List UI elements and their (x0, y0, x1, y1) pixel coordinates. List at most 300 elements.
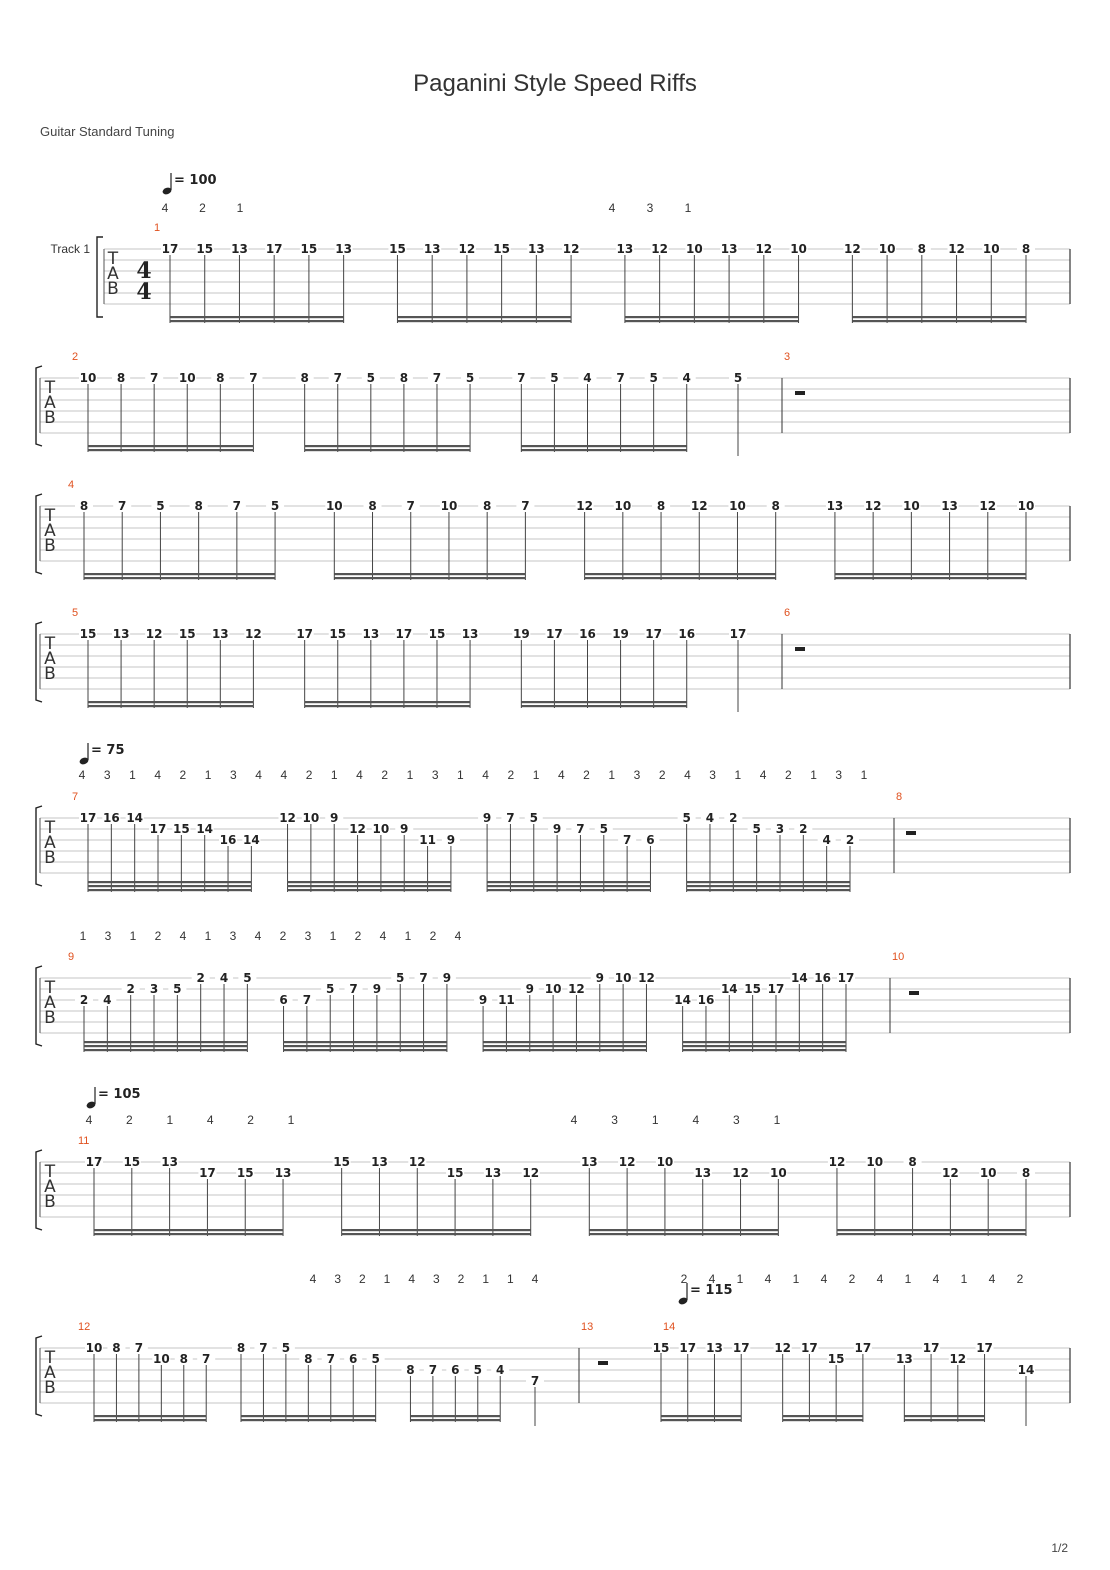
note-beam (305, 701, 470, 703)
fret-number: 12 (948, 242, 965, 256)
fret-number: 17 (645, 627, 663, 641)
fret-number: 15 (333, 1155, 351, 1169)
fret-number: 6 (279, 993, 288, 1007)
fingering-number: 4 (254, 929, 262, 943)
tab-letter: T (44, 818, 56, 838)
fret-number: 19 (512, 627, 530, 641)
fret-number: 17 (922, 1341, 940, 1355)
fingering-number: 1 (204, 929, 212, 943)
fret-number: 8 (908, 1155, 917, 1169)
fret-number: 13 (335, 242, 352, 256)
fingering-number: 1 (79, 929, 87, 943)
page-number: 1/2 (1051, 1541, 1068, 1555)
tab-letter: B (107, 279, 119, 299)
fret-number: 7 (302, 993, 312, 1007)
fingering-number: 2 (199, 201, 206, 215)
fingering-number: 2 (247, 1113, 254, 1127)
fingering-number: 3 (646, 201, 654, 215)
note-beam (342, 1233, 531, 1235)
fret-number: 15 (236, 1166, 254, 1180)
fret-number: 7 (616, 371, 625, 385)
fret-number: 17 (161, 242, 179, 256)
fingering-number: 4 (309, 1272, 317, 1286)
note-beam (94, 1415, 206, 1417)
fret-number: 2 (126, 982, 135, 996)
fret-number: 12 (458, 242, 476, 256)
note-beam (397, 320, 571, 322)
staff-svg (0, 1088, 1110, 1248)
tab-system-5 (0, 744, 1110, 904)
fret-number: 7 (249, 371, 258, 385)
fret-number: 17 (546, 627, 563, 641)
fret-number: 10 (325, 499, 343, 513)
fret-number: 5 (281, 1341, 291, 1355)
fret-number: 12 (618, 1155, 636, 1169)
fret-number: 15 (173, 822, 190, 836)
fret-number: 17 (976, 1341, 993, 1355)
fret-number: 10 (1017, 499, 1035, 513)
fret-number: 9 (372, 982, 382, 996)
time-signature-top: 4 (136, 258, 152, 284)
fret-number: 10 (152, 1352, 170, 1366)
fret-number: 3 (775, 822, 785, 836)
staff-svg (0, 480, 1110, 590)
note-beam (661, 1419, 741, 1421)
fret-number: 8 (771, 499, 780, 513)
note-beam (783, 1419, 863, 1421)
fret-number: 10 (729, 499, 746, 513)
fret-number: 12 (408, 1155, 426, 1169)
fret-number: 12 (568, 982, 585, 996)
fret-number: 5 (465, 371, 475, 385)
fret-number: 14 (790, 971, 808, 985)
fret-number: 3 (149, 982, 159, 996)
fingering-number: 3 (103, 768, 111, 782)
fret-number: 12 (690, 499, 708, 513)
fret-number: 8 (236, 1341, 246, 1355)
fret-number: 12 (245, 627, 262, 641)
time-signature-bottom: 4 (136, 279, 152, 305)
tempo-marking: = 115 (690, 1283, 733, 1298)
note-beam (410, 1415, 500, 1417)
tab-letter: T (44, 634, 56, 654)
note-beam (687, 885, 850, 887)
fret-number: 10 (979, 1166, 997, 1180)
fret-number: 4 (496, 1363, 505, 1377)
fret-number: 19 (612, 627, 629, 641)
fret-number: 10 (656, 1155, 674, 1169)
note-beam (88, 449, 253, 451)
fret-number: 13 (826, 499, 844, 513)
fret-number: 9 (400, 822, 409, 836)
note-beam (483, 1049, 646, 1051)
fingering-number: 4 (161, 201, 169, 215)
fingering-number: 4 (482, 768, 489, 782)
fret-number: 6 (451, 1363, 460, 1377)
fingering-number: 1 (330, 768, 338, 782)
fingering-number: 2 (358, 1272, 366, 1286)
tab-letter: T (44, 1348, 56, 1368)
tab-system-1 (0, 172, 1110, 332)
note-beam (835, 573, 1026, 575)
fret-number: 8 (406, 1363, 415, 1377)
fret-number: 10 (769, 1166, 787, 1180)
note-beam (521, 705, 686, 707)
tempo-marking: = 75 (91, 743, 125, 758)
fret-number: 5 (733, 371, 743, 385)
fret-number: 15 (652, 1341, 670, 1355)
note-beam (88, 889, 251, 891)
fingering-number: 4 (684, 768, 691, 782)
tempo-marking: = 100 (174, 173, 217, 188)
fret-number: 8 (300, 371, 309, 385)
fret-number: 15 (493, 242, 510, 256)
note-beam (88, 705, 253, 707)
fret-number: 14 (720, 982, 738, 996)
fingering-number: 2 (457, 1272, 465, 1286)
fret-number: 17 (837, 971, 855, 985)
fingering-number: 2 (429, 929, 437, 943)
measure-number: 9 (68, 951, 75, 963)
fret-number: 15 (196, 242, 214, 256)
fret-number: 5 (396, 971, 405, 985)
tab-letter: B (44, 1192, 56, 1212)
fret-number: 4 (219, 971, 229, 985)
fingering-number: 1 (860, 768, 868, 782)
fret-number: 9 (330, 811, 339, 825)
fret-number: 13 (461, 627, 479, 641)
measure-number: 10 (892, 951, 905, 963)
fret-number: 10 (302, 811, 320, 825)
fret-number: 14 (126, 811, 144, 825)
fingering-number: 4 (408, 1272, 416, 1286)
fret-number: 12 (774, 1341, 792, 1355)
fingering-number: 4 (557, 768, 565, 782)
fret-number: 9 (552, 822, 562, 836)
fingering-number: 1 (960, 1272, 968, 1286)
note-beam (852, 316, 1026, 318)
note-beam (288, 889, 451, 891)
tab-letter: A (44, 1177, 56, 1197)
tab-system-4 (0, 608, 1110, 718)
fret-number: 8 (656, 499, 666, 513)
fret-number: 8 (194, 499, 203, 513)
fret-number: 5 (366, 371, 376, 385)
note-beam (487, 889, 650, 891)
note-beam (683, 1049, 846, 1051)
fingering-number: 3 (432, 1272, 440, 1286)
fret-number: 4 (705, 811, 715, 825)
tab-system-3 (0, 480, 1110, 590)
fret-number: 10 (878, 242, 896, 256)
tab-letter: B (44, 536, 56, 556)
fret-number: 7 (232, 499, 242, 513)
fingering-number: 3 (709, 768, 716, 782)
tab-letter: T (44, 506, 56, 526)
fingering-number: 2 (154, 929, 162, 943)
note-beam (88, 701, 253, 703)
fret-number: 7 (576, 822, 585, 836)
note-beam (487, 881, 650, 883)
fret-number: 13 (706, 1341, 723, 1355)
note-beam (84, 1041, 247, 1043)
measure-number: 8 (896, 791, 903, 803)
tab-letter: T (44, 1162, 56, 1182)
tab-letter: B (44, 1008, 56, 1028)
fret-number: 13 (941, 499, 958, 513)
fret-number: 17 (395, 627, 413, 641)
note-beam (241, 1415, 376, 1417)
fret-number: 13 (161, 1155, 178, 1169)
note-beam (334, 573, 525, 575)
fret-number: 12 (522, 1166, 540, 1180)
note-beam (625, 316, 799, 318)
note-beam (687, 881, 850, 883)
fingering-number: 2 (305, 768, 313, 782)
fret-number: 13 (484, 1166, 502, 1180)
fret-number: 7 (419, 971, 428, 985)
fret-number: 7 (521, 499, 530, 513)
note-beam (84, 1049, 247, 1051)
fret-number: 8 (482, 499, 492, 513)
fret-number: 15 (79, 627, 97, 641)
fret-number: 12 (279, 811, 296, 825)
measure-number: 12 (78, 1321, 91, 1333)
fret-number: 15 (827, 1352, 845, 1366)
half-rest-icon (795, 391, 805, 395)
fret-number: 12 (979, 499, 997, 513)
fingering-number: 3 (230, 768, 237, 782)
fingering-number: 3 (633, 768, 641, 782)
fingering-number: 4 (708, 1272, 716, 1286)
fret-number: 10 (372, 822, 390, 836)
fret-number: 10 (790, 242, 807, 256)
fingering-number: 4 (820, 1272, 828, 1286)
staff-svg (0, 924, 1110, 1064)
fingering-number: 1 (482, 1272, 490, 1286)
note-beam (305, 705, 470, 707)
fret-number: 10 (982, 242, 1000, 256)
fret-number: 7 (530, 1374, 540, 1388)
fret-number: 12 (145, 627, 163, 641)
note-beam (521, 449, 686, 451)
fingering-number: 1 (532, 768, 540, 782)
fingering-number: 4 (78, 768, 86, 782)
system-bracket (97, 237, 103, 317)
note-beam (84, 577, 275, 579)
tab-letter: B (44, 1378, 56, 1398)
song-title: Paganini Style Speed Riffs (413, 70, 697, 97)
fret-number: 7 (118, 499, 127, 513)
fret-number: 8 (1021, 242, 1031, 256)
half-rest-icon (795, 647, 805, 651)
fret-number: 6 (349, 1352, 358, 1366)
fret-number: 9 (446, 833, 456, 847)
fret-number: 12 (864, 499, 882, 513)
fret-number: 12 (562, 242, 580, 256)
note-beam (342, 1229, 531, 1231)
fret-number: 10 (866, 1155, 884, 1169)
fret-number: 5 (599, 822, 608, 836)
fret-number: 15 (446, 1166, 464, 1180)
fingering-number: 4 (531, 1272, 539, 1286)
fret-number: 16 (678, 627, 696, 641)
fret-number: 12 (576, 499, 593, 513)
measure-number: 2 (72, 351, 79, 363)
note-beam (397, 316, 571, 318)
fret-number: 14 (243, 833, 260, 847)
fret-number: 2 (196, 971, 205, 985)
fingering-number: 4 (379, 929, 387, 943)
fingering-number: 4 (85, 1113, 93, 1127)
fret-number: 16 (219, 833, 237, 847)
fret-number: 10 (686, 242, 703, 256)
fret-number: 4 (583, 371, 592, 385)
fret-number: 11 (419, 833, 436, 847)
fret-number: 8 (179, 1352, 188, 1366)
fingering-number: 4 (764, 1272, 772, 1286)
fingering-number: 4 (570, 1113, 578, 1127)
measure-number: 7 (72, 791, 79, 803)
fret-number: 10 (544, 982, 562, 996)
fingering-number: 3 (611, 1113, 618, 1127)
note-beam (84, 573, 275, 575)
fingering-number: 2 (848, 1272, 856, 1286)
note-beam (410, 1419, 500, 1421)
fingering-number: 4 (988, 1272, 996, 1286)
fret-number: 9 (442, 971, 452, 985)
fret-number: 5 (473, 1363, 482, 1377)
fingering-number: 1 (329, 929, 337, 943)
fret-number: 7 (259, 1341, 268, 1355)
fret-number: 17 (854, 1341, 872, 1355)
fret-number: 5 (270, 499, 280, 513)
fret-number: 14 (1017, 1363, 1035, 1377)
fingering-number: 1 (904, 1272, 912, 1286)
note-beam (284, 1041, 447, 1043)
fingering-number: 4 (255, 768, 262, 782)
tab-letter: B (44, 848, 56, 868)
note-beam (334, 577, 525, 579)
fret-number: 5 (550, 371, 559, 385)
measure-number: 4 (68, 479, 75, 491)
measure-number: 13 (581, 1321, 594, 1333)
measure-number: 14 (663, 1321, 676, 1333)
fingering-number: 4 (356, 768, 363, 782)
note-beam (683, 1041, 846, 1043)
note-beam (837, 1229, 1026, 1231)
fret-number: 15 (389, 242, 406, 256)
fingering-number: 3 (304, 929, 312, 943)
half-rest-icon (906, 831, 916, 835)
fingering-number: 1 (129, 929, 137, 943)
fret-number: 8 (304, 1352, 313, 1366)
fret-number: 8 (1021, 1166, 1031, 1180)
fingering-number: 2 (680, 1272, 688, 1286)
fret-number: 7 (428, 1363, 438, 1377)
fret-number: 9 (595, 971, 604, 985)
tab-letter: T (44, 378, 56, 398)
fret-number: 10 (903, 499, 920, 513)
fret-number: 5 (682, 811, 691, 825)
fret-number: 13 (895, 1352, 913, 1366)
fingering-number: 1 (810, 768, 817, 782)
fret-number: 8 (116, 371, 126, 385)
tab-letter: A (44, 521, 56, 541)
fingering-number: 3 (733, 1113, 740, 1127)
fingering-number: 4 (759, 768, 767, 782)
half-rest-icon (598, 1361, 608, 1365)
note-beam (88, 881, 251, 883)
fret-number: 5 (649, 371, 658, 385)
fret-number: 16 (697, 993, 715, 1007)
fret-number: 13 (528, 242, 545, 256)
measure-number: 3 (784, 351, 791, 363)
note-beam (625, 320, 799, 322)
fret-number: 13 (694, 1166, 712, 1180)
note-beam (288, 881, 451, 883)
fret-number: 13 (362, 627, 380, 641)
note-beam (589, 1233, 778, 1235)
note-beam (904, 1415, 984, 1417)
fret-number: 5 (326, 982, 335, 996)
fingering-number: 1 (773, 1113, 781, 1127)
fret-number: 10 (79, 371, 97, 385)
fret-number: 17 (801, 1341, 818, 1355)
fret-number: 8 (216, 371, 225, 385)
fingering-number: 1 (684, 201, 692, 215)
fingering-number: 4 (876, 1272, 884, 1286)
tuning-label: Guitar Standard Tuning (40, 124, 175, 139)
fret-number: 7 (349, 982, 358, 996)
note-beam (852, 320, 1026, 322)
tab-letter: A (44, 993, 56, 1013)
tab-letter: A (44, 393, 56, 413)
tab-letter: A (44, 833, 56, 853)
fret-number: 17 (199, 1166, 216, 1180)
fret-number: 5 (156, 499, 165, 513)
fingering-number: 4 (454, 929, 462, 943)
fret-number: 12 (349, 822, 366, 836)
fret-number: 7 (517, 371, 526, 385)
fret-number: 6 (646, 833, 655, 847)
fingering-number: 1 (651, 1113, 659, 1127)
note-beam (170, 320, 344, 322)
tempo-marking: = 105 (98, 1087, 141, 1102)
fingering-number: 1 (736, 1272, 744, 1286)
fret-number: 13 (720, 242, 738, 256)
fingering-number: 4 (608, 201, 616, 215)
tab-letter: A (44, 1363, 56, 1383)
fret-number: 13 (231, 242, 248, 256)
fingering-number: 3 (229, 929, 237, 943)
fingering-number: 1 (129, 768, 136, 782)
staff-svg (0, 608, 1110, 718)
fingering-number: 3 (835, 768, 843, 782)
fret-number: 7 (406, 499, 415, 513)
fingering-number: 2 (381, 768, 389, 782)
note-beam (585, 573, 776, 575)
fingering-number: 3 (431, 768, 439, 782)
fret-number: 15 (329, 627, 347, 641)
fingering-number: 4 (154, 768, 162, 782)
note-beam (305, 449, 470, 451)
fret-number: 17 (729, 627, 747, 641)
fingering-number: 2 (279, 929, 287, 943)
fret-number: 17 (85, 1155, 103, 1169)
fret-number: 17 (767, 982, 785, 996)
tab-letter: B (44, 408, 56, 428)
